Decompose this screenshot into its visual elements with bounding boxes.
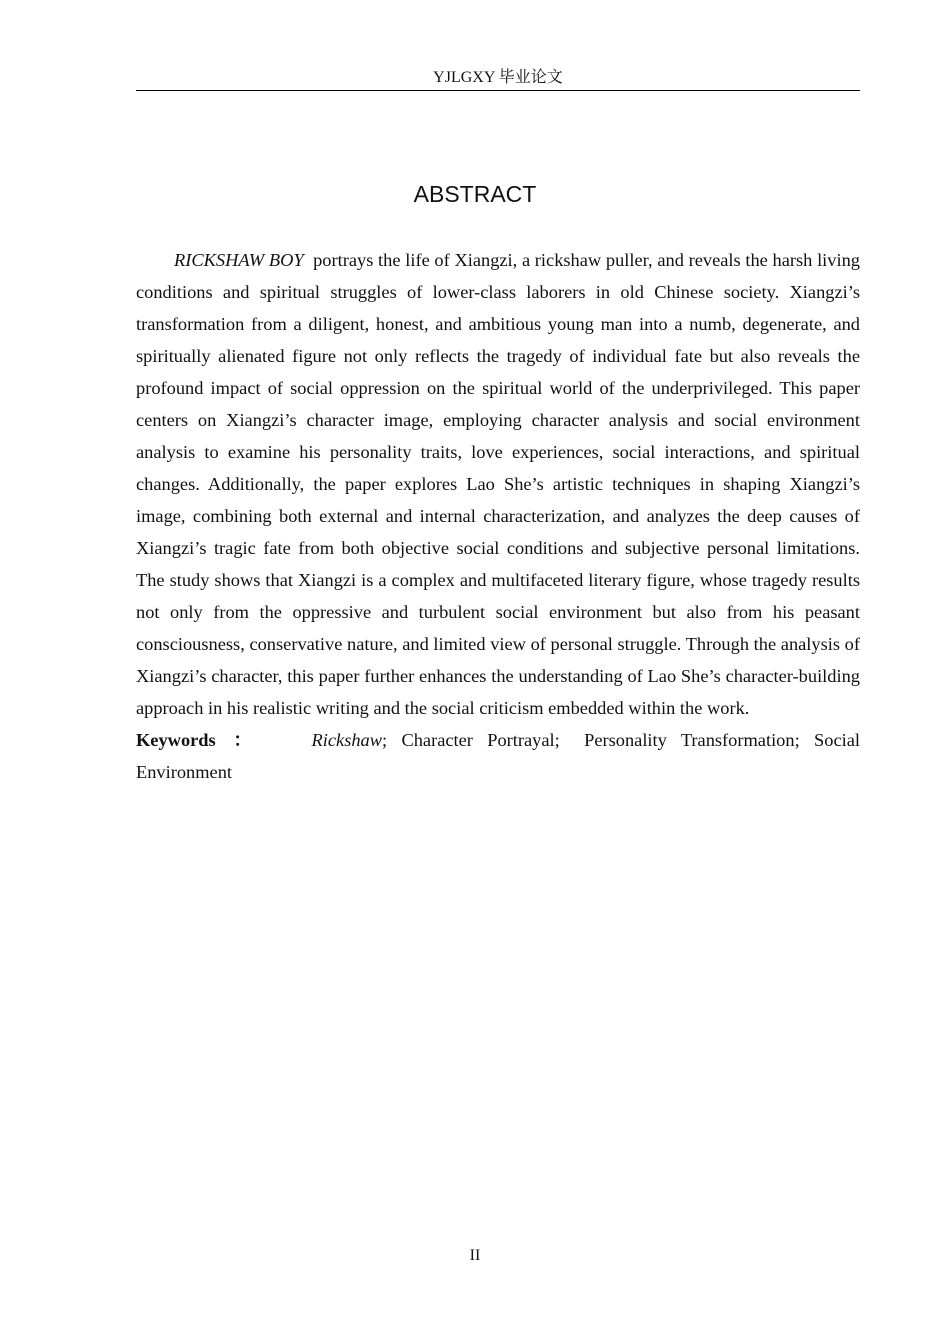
abstract-section xyxy=(136,244,860,788)
keyword-item: Rickshaw xyxy=(311,730,383,750)
page-header xyxy=(136,66,860,91)
keywords-paragraph: Keywords ： Rickshaw; Character Portrayal; Personality Transformation; Social Environment xyxy=(136,730,860,782)
book-title: RICKSHAW BOY xyxy=(174,250,304,270)
keyword-item: Personality Transformation xyxy=(584,730,795,750)
header-text: YJLGXY 毕业论文 xyxy=(433,69,563,86)
keywords-label: Keywords xyxy=(136,730,216,750)
abstract-body: portrays the life of Xiangzi, a rickshaw puller, and reveals the harsh living conditions and spiritual struggles of lower-class laborers in old Chinese society. Xiangzi’s transformation from a diligent, honest, and ambitious young man into a numb, degenerate, and spiritually alienated figure not only reflects the tragedy of individual fate but also reveals the profound impact of social oppression on the spiritual world of the underprivileged. This paper centers on Xiangzi’s character image, employing character analysis and social environment analysis to examine his personality traits, love experiences, social interactions, and spiritual changes. Additionally, the paper explores Lao She’s artistic techniques in shaping Xiangzi’s image, combining both external and internal characterization, and analyzes the deep causes of Xiangzi’s tragic fate from both objective social conditions and subjective personal limitations. The study shows that Xiangzi is a complex and multifaceted literary figure, whose tragedy results not only from the oppressive and turbulent social environment but also from his peasant consciousness, conservative nature, and limited view of personal struggle. Through the analysis of Xiangzi’s character, this paper further enhances the understanding of Lao She’s character-building approach in his realistic writing and the social criticism embedded within the work. xyxy=(136,250,860,718)
keyword-item: Character Portrayal xyxy=(401,730,555,750)
keywords-colon: ： xyxy=(223,730,262,750)
keyword-item: Social Environment xyxy=(136,730,860,782)
page-number: II xyxy=(469,1247,481,1264)
abstract-title: ABSTRACT xyxy=(413,181,537,207)
abstract-paragraph xyxy=(136,244,860,724)
